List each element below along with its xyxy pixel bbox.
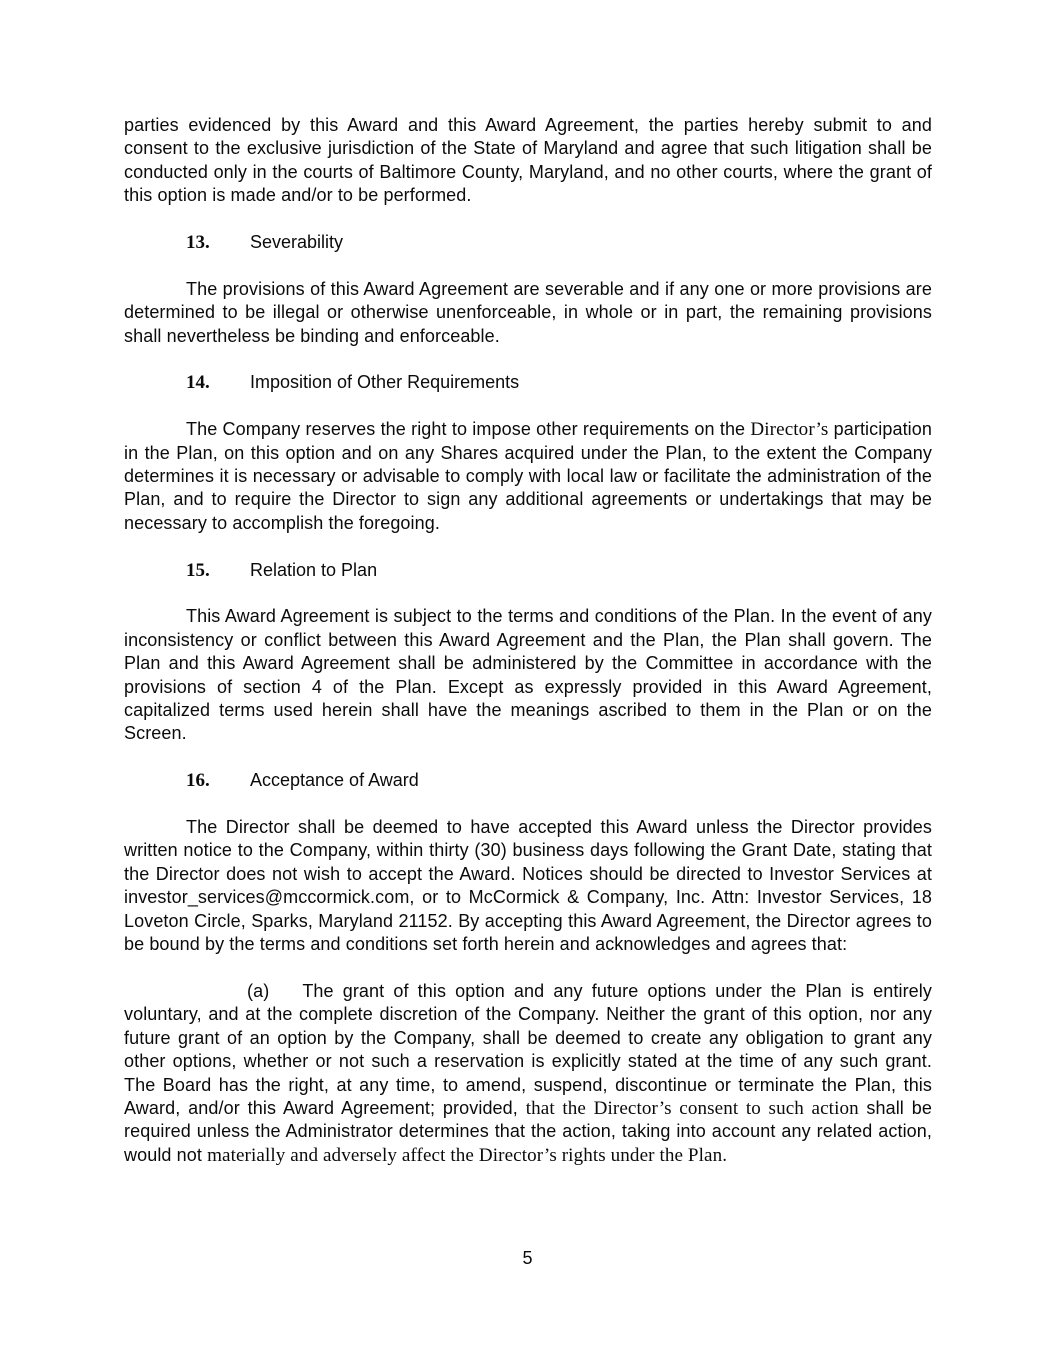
subsection-a-label: (a): [247, 980, 270, 1001]
section-number: 15.: [186, 559, 210, 581]
section-title: Acceptance of Award: [250, 770, 419, 791]
continuation-paragraph: parties evidenced by this Award and this Award Agreement, the parties hereby submit to and consent to the exclusive jurisdiction of the State of Maryland and agree that such litigation shall be conducted only in the courts of Baltimore County, Maryland, and no other courts, where the grant of this option is made and/or to be performed.: [124, 115, 932, 206]
subsection-a-paragraph: [124, 980, 932, 1167]
section-number: 16.: [186, 770, 210, 792]
section-number: 14.: [186, 372, 210, 394]
section-severability-paragraph: The provisions of this Award Agreement are severable and if any one or more provisions are determined to be illegal or otherwise unenforceable, in whole or in part, the remaining provisions shall nevertheless be binding and enforceable.: [124, 278, 932, 346]
section-title: Relation to Plan: [250, 559, 378, 580]
section-heading-relation: [124, 559, 932, 582]
page-number: 5: [522, 1248, 533, 1268]
subsection-a-text: The grant of this option and any future options under the Plan is entirely voluntary, and at the complete discretion of the Company. Neither the grant of this option, nor any future grant of an option by the Company, shall be deemed to create any obligation to grant any other options, whether or not such a reservation is explicitly stated at the time of any such grant. The Board has the right, at any time, to amend, suspend, discontinue or terminate the Plan, this Award, and/or this Award Agreement; provided, that the Director’s consent to such action shall be required unless the Administrator determines that the action, taking into account any related action, would not materially and adversely affect the Director’s rights under the Plan.: [124, 980, 932, 1166]
section-number: 13.: [186, 232, 210, 254]
section-title: Imposition of Other Requirements: [250, 372, 520, 393]
section-title: Severability: [250, 232, 344, 253]
section-heading-imposition: [124, 371, 932, 394]
section-relation-paragraph: This Award Agreement is subject to the terms and conditions of the Plan. In the event of any inconsistency or conflict between this Award Agreement and the Plan, the Plan shall govern. The Plan and this Award Agreement shall be administered by the Committee in accordance with the provisions of section 4 of the Plan. Except as expressly provided in this Award Agreement, capitalized terms used herein shall have the meanings ascribed to them in the Plan or on the Screen.: [124, 606, 932, 744]
section-heading-severability: [124, 231, 932, 254]
section-acceptance-paragraph: The Director shall be deemed to have accepted this Award unless the Director provides written notice to the Company, within thirty (30) business days following the Grant Date, stating that the Director does not wish to accept the Award. Notices should be directed to Investor Services at investor_services@mccormick.com, or to McCormick & Company, Inc. Attn: Investor Services, 18 Loveton Circle, Sparks, Maryland 21152. By accepting this Award Agreement, the Director agrees to be bound by the terms and conditions set forth herein and acknowledges and agrees that:: [124, 817, 932, 955]
document-content: [124, 114, 932, 1191]
section-heading-acceptance: [124, 769, 932, 792]
section-imposition-paragraph: The Company reserves the right to impose other requirements on the Director’s participation in the Plan, on this option and on any Shares acquired under the Plan, to the extent the Company determines it is necessary or advisable to comply with local law or facilitate the administration of the Plan, and to require the Director to sign any additional agreements or undertakings that may be necessary to accomplish the foregoing.: [124, 419, 932, 533]
